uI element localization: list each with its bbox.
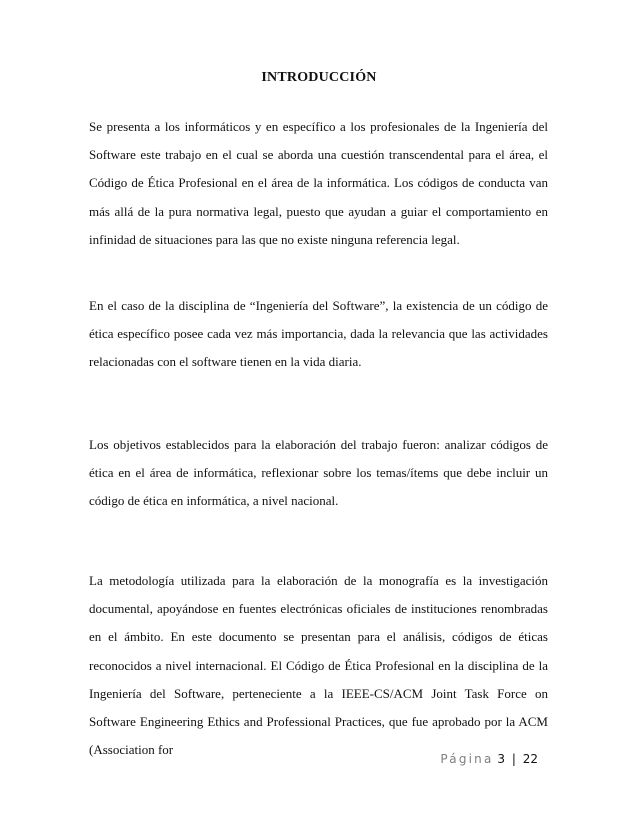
total-pages: 22 xyxy=(522,752,538,766)
paragraph-software-engineering: En el caso de la disciplina de “Ingeniería del Software”, la existencia de un código de ética específico posee cada vez más importancia, dada la relevancia que las actividades relacionadas con el software tienen en la vida diaria. xyxy=(89,298,548,370)
page-label: Página xyxy=(440,752,494,766)
page-footer xyxy=(440,752,538,766)
paragraph-presentation: Se presenta a los informáticos y en específico a los profesionales de la Ingeniería del Software este trabajo en el cual se aborda una cuestión transcendental para el área, el Código de Ética Profesional en el área de la informática. Los códigos de conducta van más allá de la pura normativa legal, puesto que ayudan a guiar el comportamiento en infinidad de situaciones para las que no existe ninguna referencia legal. xyxy=(89,119,548,247)
page-separator: | xyxy=(511,752,516,766)
page-number: 3 xyxy=(497,752,506,766)
paragraph-methodology: La metodología utilizada para la elaboración de la monografía es la investigación documental, apoyándose en fuentes electrónicas oficiales de instituciones renombradas en el ámbito. En este documento se presentan para el análisis, códigos de éticas reconocidos a nivel internacional. El Código de Ética Profesional en la disciplina de la Ingeniería del Software, perteneciente a la IEEE-CS/ACM Joint Task Force on Software Engineering Ethics and Professional Practices, que fue aprobado por la ACM (Association for xyxy=(89,573,548,758)
paragraph-objectives: Los objetivos establecidos para la elaboración del trabajo fueron: analizar códigos de ética en el área de informática, reflexionar sobre los temas/ítems que debe incluir un código de ética en informática, a nivel nacional. xyxy=(89,437,548,509)
page-title: INTRODUCCIÓN xyxy=(261,70,377,85)
